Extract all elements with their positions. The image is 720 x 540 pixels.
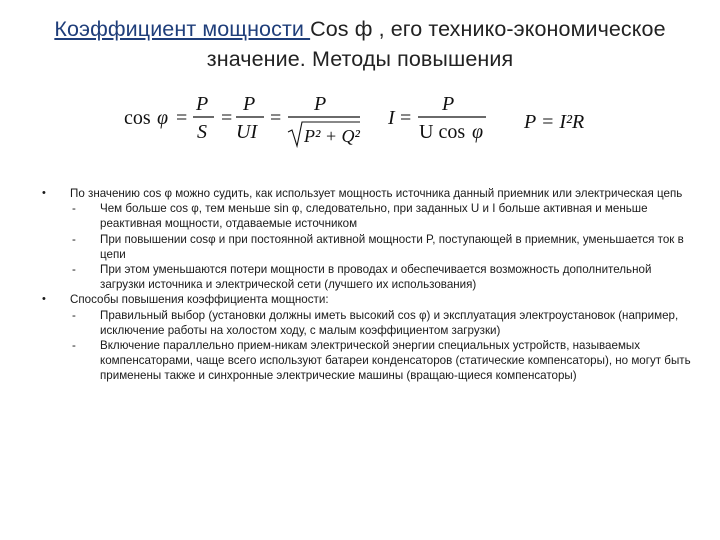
sub-text: При этом уменьшаются потери мощности в проводах и обеспечивается возможность дополнительной загрузки источника и электрической сети (лучшего их использования): [100, 263, 652, 292]
title-rest-text: Cos ф , его технико-экономическое значение. Методы повышения: [206, 17, 666, 71]
formula-svg: [120, 88, 620, 158]
slide-title: [40, 14, 680, 74]
f1-sqrt-term: P² + Q²: [304, 126, 360, 146]
dash-marker: -: [72, 308, 76, 322]
f1-num1: P: [196, 93, 209, 115]
f1-num2: P: [243, 93, 256, 115]
sub-item: [40, 262, 692, 292]
f2-I: I: [388, 107, 395, 129]
f1-den2: UI: [236, 121, 258, 143]
f1-cos: cos: [124, 107, 151, 129]
f3: P = I²R: [524, 111, 585, 133]
bullet-text: Способы повышения коэффициента мощности:: [70, 293, 329, 307]
dash-marker: -: [72, 202, 76, 216]
sub-item: [40, 201, 692, 231]
title-link-text[interactable]: Коэффициент мощности: [54, 17, 311, 41]
f1-eq1: =: [176, 107, 188, 129]
f1-eq2: =: [221, 107, 233, 129]
dash-marker: -: [72, 232, 76, 246]
sub-text: Чем больше cos φ, тем меньше sin φ, следовательно, при заданных U и I больше активная и меньше реактивная мощности, отдаваемые источником: [100, 202, 648, 231]
dash-marker: -: [72, 339, 76, 353]
bullet-item-2: [40, 292, 692, 307]
slide-body: [40, 186, 692, 384]
f2-num: P: [442, 93, 455, 115]
bullet-item-1: [40, 186, 692, 201]
sub-text: Включение параллельно прием-никам электрической энергии специальных устройств, называемых компенсаторами, чаще всего используют батареи конденсаторов (статические компенсаторы), но могут быть применены также и синхронные электрические машины (вращаю-щиеся компенсаторы): [100, 339, 691, 383]
f1-eq3: =: [270, 107, 282, 129]
f1-phi: φ: [157, 107, 169, 129]
f2-den-phi: φ: [472, 121, 484, 143]
sub-text: Правильный выбор (установки должны иметь высокий cos φ) и эксплуатация электроустановок (например, исключение работы на холостом ходу, с малым коэффициентом загрузки): [100, 308, 679, 337]
sub-item: [40, 232, 692, 262]
f1-den1: S: [197, 121, 207, 143]
dash-marker: -: [72, 263, 76, 277]
f1-num3: P: [314, 93, 327, 115]
sub-item: [40, 338, 692, 384]
bullet-text: По значению cos φ можно судить, как использует мощность источника данный приемник или электрическая цепь: [70, 187, 683, 200]
bullet-dot: •: [42, 293, 46, 306]
bullet-dot: •: [42, 187, 46, 199]
formulas: [120, 88, 620, 158]
sub-item: [40, 308, 692, 338]
sub-text: При повышении cosφ и при постоянной активной мощности P, поступающей в приемник, уменьшается ток в цепи: [100, 232, 684, 261]
f2-eq: =: [400, 107, 412, 129]
f2-den: U cos: [419, 121, 466, 143]
